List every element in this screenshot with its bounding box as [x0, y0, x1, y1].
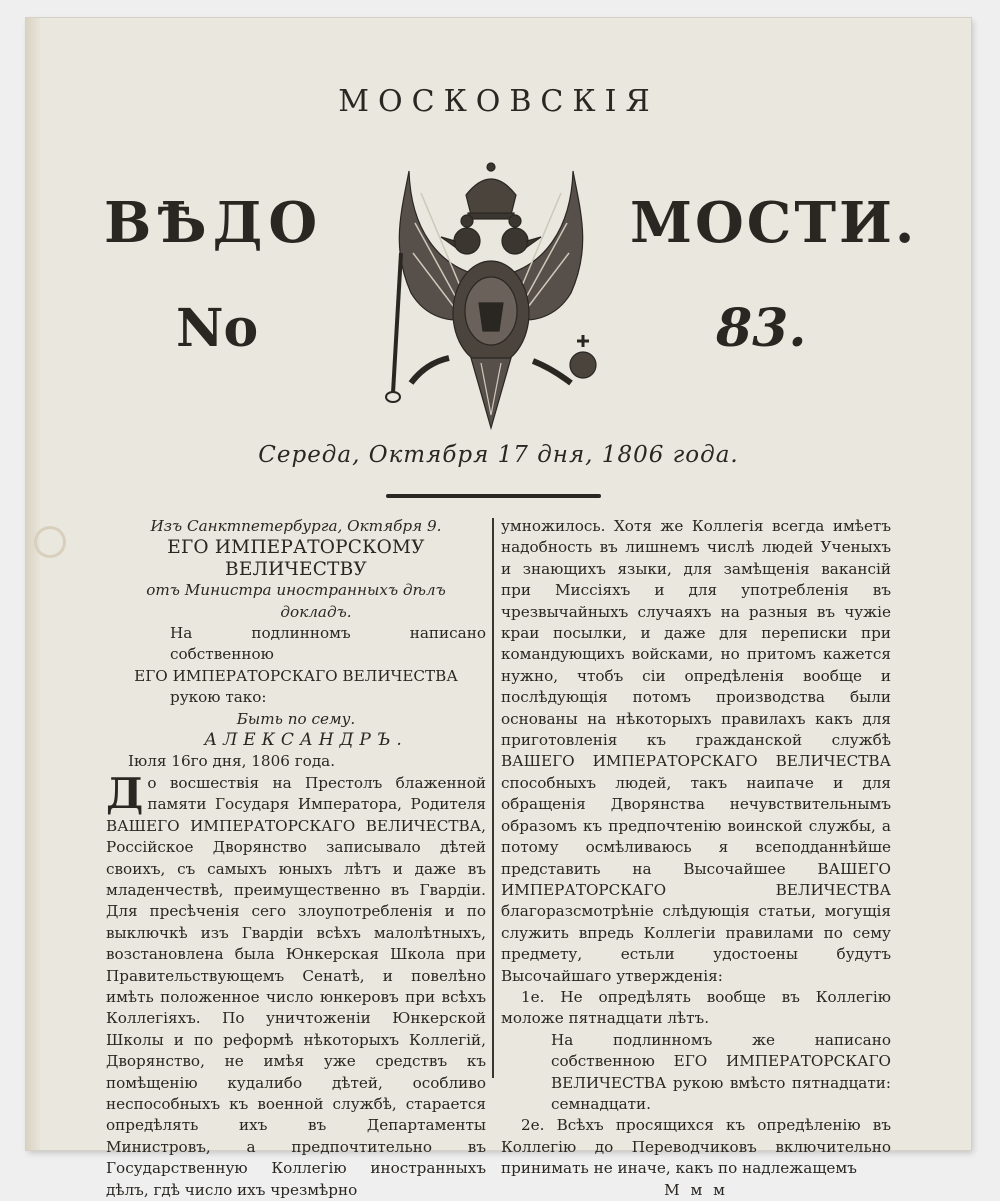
issue-date: Середа, Октября 17 дня, 1806 года. [258, 442, 739, 468]
right-column [501, 516, 891, 1201]
report-subheading: отъ Министра иностранныхъ дѣлъ [146, 581, 446, 600]
note-line-3: рукою тако: [170, 688, 267, 707]
article-2: 2е. Всѣхъ просящихся къ опредѣленію въ Коллегію до Переводчиковъ включительно принимать не иначе, какъ по надлежащемъ [501, 1116, 891, 1178]
ornamental-rule [386, 494, 601, 498]
report-subheading-2: докладъ. [280, 602, 352, 621]
resolution-date: Іюля 16го дня, 1806 года. [128, 752, 336, 771]
catchword: М м м [664, 1180, 728, 1199]
report-body [106, 768, 486, 1201]
page-spine [26, 18, 40, 1150]
note-line-1: На подлинномъ написано собственною [170, 624, 486, 664]
note-line-2: ЕГО ИМПЕРАТОРСКАГО ВЕЛИЧЕСТВА [134, 666, 458, 685]
resolution: Быть по сему. [236, 709, 356, 728]
continued-body: умножилось. Хотя же Коллегія всегда имѣетъ надобность въ лишнемъ числѣ людей Ученыхъ и знающихъ языки, для замѣщенія вакансій при Миссіяхъ и для употребленія въ чрезвычайныхъ случаяхъ на разныя въ чужіе краи посылки, и даже для переписки при командующихъ войсками, но притомъ кажется нужно, чтобъ сіи опредѣленія вообще и послѣдующія потомъ производства были основаны на нѣкоторыхъ правилахъ какъ для приготовленія къ гражданской службѣ ВАШЕГО ИМПЕРАТОРСКАГО ВЕЛИЧЕСТВА способныхъ людей, такъ наипаче и для обращенія Дворянства нечувствительнымъ образомъ къ предпочтенію воинской службы, а потому осмѣливаюсь я всеподданнѣйше представить на Высочайшее ВАШЕГО ИМПЕРАТОРСКАГО ВЕЛИЧЕСТВА благоразсмотрѣніе слѣдующія статьи, могущія служить впредь Коллегіи правилами по сему предмету, естьли удостоены будутъ Высочайшаго утвержденія: [501, 517, 891, 985]
masthead-right: МОСТИ. [630, 190, 918, 256]
article-1: 1е. Не опредѣлять вообще въ Коллегію моложе пятнадцати лѣтъ. [501, 987, 891, 1028]
issue-number-label: No [176, 298, 259, 359]
handwritten-note: На подлинномъ же написано собственною ЕГО ИМПЕРАТОРСКАГО ВЕЛИЧЕСТВА рукою вмѣсто пятнадцати: семнадцати. [551, 1030, 891, 1113]
signature: АЛЕКСАНДРЪ. [204, 730, 408, 751]
dateline: Изъ Санктпетербурга, Октября 9. [150, 517, 442, 535]
issue-number: 83. [716, 298, 807, 359]
report-body-text: о восшествія на Престолъ блаженной памяти Государя Императора, Родителя ВАШЕГО ИМПЕРАТОРСКАГО ВЕЛИЧЕСТВА, Россійское Дворянство записывало дѣтей своихъ, съ самыхъ юныхъ лѣтъ и даже въ младенчествѣ, преимущественно въ Гвардіи. Для пресѣченія сего злоупотребленія и по выключкѣ изъ Гвардіи всѣхъ малолѣтныхъ, возстановлена была Юнкерская Школа при Правительствующемъ Сенатѣ, и повелѣно имѣть положенное число юнкеровъ при всѣхъ Коллегіяхъ. По уничтоженіи Юнкерской Школы и по реформѣ нѣкоторыхъ Коллегій, Дворянство, не имѣя уже средствъ къ помѣщенію кудалибо дѣтей, особливо неспособныхъ къ военной службѣ, старается опредѣлять ихъ въ Департаменты Министровъ, а предпочтительно въ Государственную Коллегію иностранныхъ дѣлъ, гдѣ число ихъ чрезмѣрно [106, 773, 486, 1199]
double-headed-eagle-icon [371, 153, 611, 438]
left-column [106, 516, 486, 1201]
masthead-left: ВѢДО [104, 190, 324, 256]
drop-cap: Д [106, 768, 144, 818]
masthead-top: МОСКОВСКІЯ [338, 84, 659, 119]
column-divider [492, 518, 494, 1078]
newspaper-page [26, 18, 971, 1199]
report-heading: ЕГО ИМПЕРАТОРСКОМУ ВЕЛИЧЕСТВУ [167, 537, 425, 580]
